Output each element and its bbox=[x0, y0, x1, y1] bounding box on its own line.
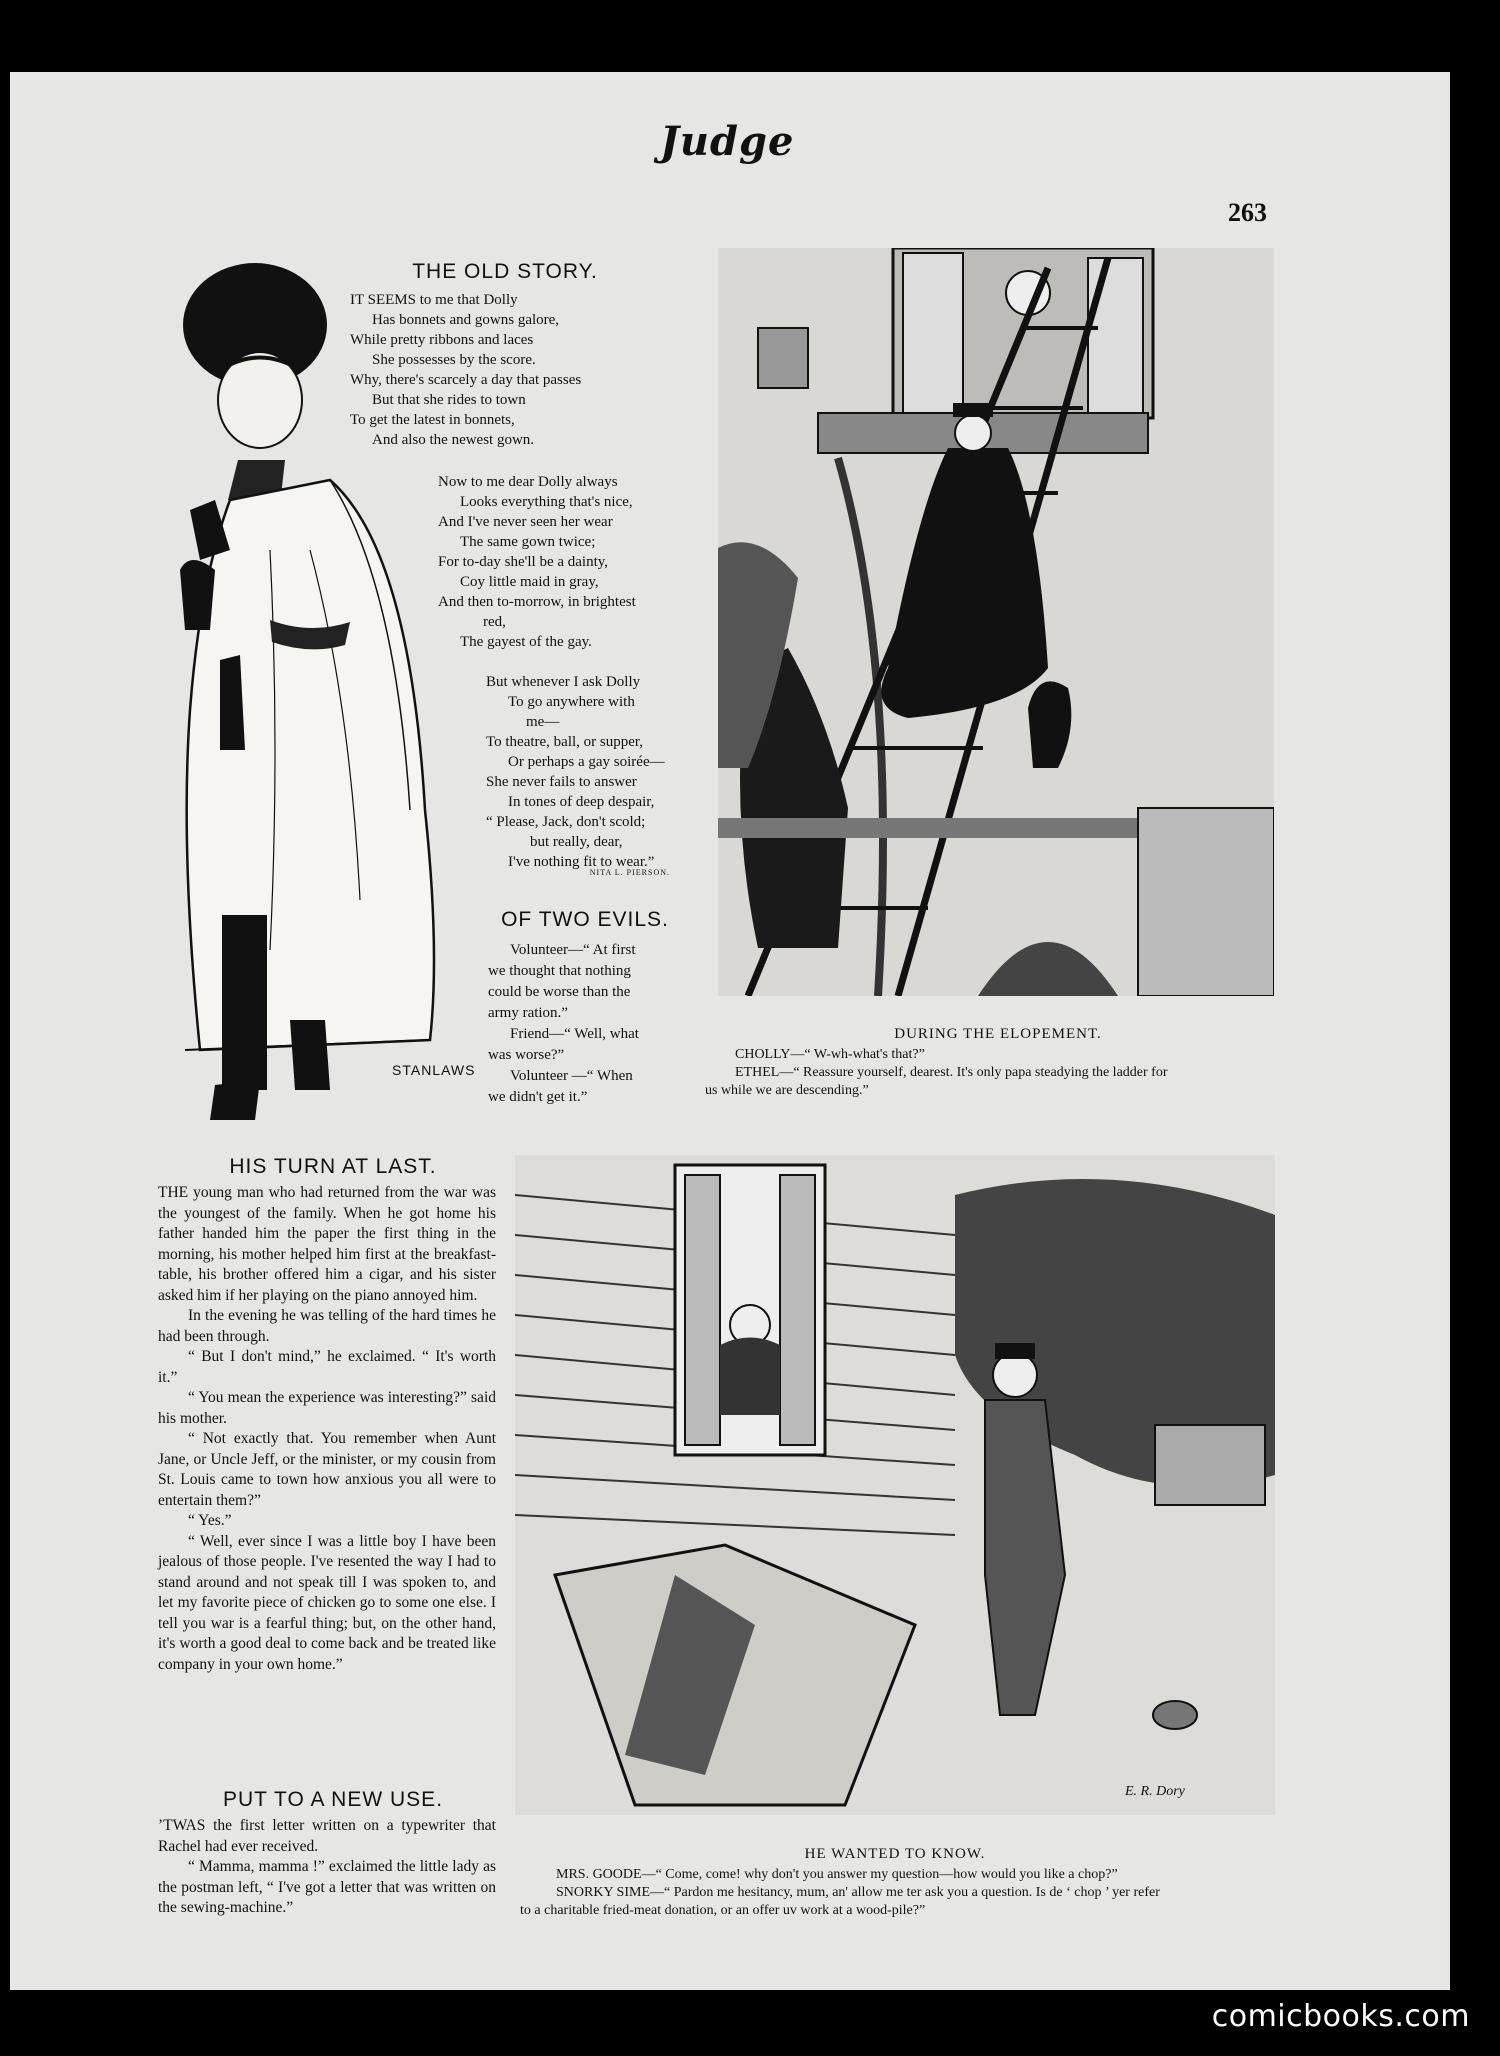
poem-author: NITA L. PIERSON. bbox=[589, 868, 670, 877]
poem-line: The gayest of the gay. bbox=[460, 634, 592, 650]
poem-line: But whenever I ask Dolly bbox=[486, 674, 641, 690]
poem-line: In tones of deep despair, bbox=[508, 794, 655, 810]
poem-line: But that she rides to town bbox=[372, 392, 526, 408]
illustration-elopement bbox=[718, 248, 1274, 996]
old-story-poem bbox=[350, 290, 680, 872]
his-turn-text bbox=[158, 1183, 496, 1675]
svg-text:E. R. Dory: E. R. Dory bbox=[1125, 1784, 1185, 1799]
story-paragraph: “ But I don't mind,” he exclaimed. “ It's worth it.” bbox=[158, 1348, 496, 1386]
illustration-he-wanted-to-know bbox=[515, 1155, 1275, 1815]
poem-line: And I've never seen her wear bbox=[438, 514, 613, 530]
dialogue-line: we didn't get it.” bbox=[488, 1089, 588, 1105]
story-paragraph: THE young man who had returned from the war was the youngest of the family. When he got home his father handed him the paper the first thing in the morning, his mother helped him first at the breakfast-table, his brother offered him a cigar, and his sister asked him if her playing on the piano annoyed him. bbox=[158, 1184, 496, 1304]
caption-line: ETHEL—“ Reassure yourself, dearest. It's only papa steadying the ladder for bbox=[735, 1065, 1168, 1080]
story-paragraph: “ You mean the experience was interesting?” said his mother. bbox=[158, 1389, 496, 1427]
story-paragraph: “ Not exactly that. You remember when Aunt Jane, or Uncle Jeff, or the minister, or my cousin from St. Louis came to town how anxious you all were to entertain them?” bbox=[158, 1430, 496, 1509]
poem-line: Why, there's scarcely a day that passes bbox=[350, 372, 582, 388]
dialogue-line: Friend—“ Well, what bbox=[510, 1026, 639, 1042]
masthead-title: Judge bbox=[660, 118, 795, 165]
poem-line: IT SEEMS to me that Dolly bbox=[350, 292, 518, 308]
wanted-to-know-caption bbox=[520, 1866, 1280, 1920]
two-evils-title: OF TWO EVILS. bbox=[501, 908, 669, 931]
dialogue-line: we thought that nothing bbox=[488, 963, 631, 979]
poem-line: Coy little maid in gray, bbox=[460, 574, 599, 590]
story-paragraph: “ Yes.” bbox=[188, 1512, 232, 1529]
dialogue-line: Volunteer —“ When bbox=[510, 1068, 633, 1084]
watermark: comicbooks.com bbox=[1211, 1999, 1470, 2034]
poem-line: Or perhaps a gay soirée— bbox=[508, 754, 665, 770]
story-paragraph: In the evening he was telling of the hard times he had been through. bbox=[158, 1307, 496, 1345]
his-turn-title: HIS TURN AT LAST. bbox=[229, 1155, 437, 1178]
caption-line: MRS. GOODE—“ Come, come! why don't you answer my question—how would you like a chop?” bbox=[556, 1867, 1118, 1882]
poem-line: red, bbox=[483, 614, 506, 630]
elopement-title: DURING THE ELOPEMENT. bbox=[894, 1026, 1102, 1042]
poem-line: While pretty ribbons and laces bbox=[350, 332, 534, 348]
dialogue-line: army ration.” bbox=[488, 1005, 568, 1021]
poem-line: For to-day she'll be a dainty, bbox=[438, 554, 609, 570]
dialogue-line: could be worse than the bbox=[488, 984, 631, 1000]
artist-signature: STANLAWS bbox=[392, 1062, 476, 1078]
poem-line: but really, dear, bbox=[530, 834, 623, 850]
story-paragraph: “ Mamma, mamma !” exclaimed the little lady as the postman left, “ I've got a letter that was written on the sewing-machine.” bbox=[158, 1858, 496, 1916]
wanted-to-know-title: HE WANTED TO KNOW. bbox=[804, 1846, 986, 1862]
poem-line: She possesses by the score. bbox=[372, 352, 536, 368]
poem-line: me— bbox=[526, 714, 560, 730]
poem-line: She never fails to answer bbox=[486, 774, 637, 790]
poem-line: “ Please, Jack, don't scold; bbox=[486, 814, 646, 830]
story-paragraph: “ Well, ever since I was a little boy I have been jealous of those people. I've resented the way I had to stand around and not speak till I was spoken to, and let my favorite piece of chicken go to some one else. I tell you war is a fearful thing; but, on the other hand, it's worth a good deal to come back and be treated like company in your own home.” bbox=[158, 1532, 496, 1673]
old-story-title: THE OLD STORY. bbox=[412, 260, 598, 283]
dialogue-line: Volunteer—“ At first bbox=[510, 942, 636, 958]
two-evils-text bbox=[488, 940, 683, 1108]
elopement-caption bbox=[705, 1046, 1295, 1100]
poem-line: And also the newest gown. bbox=[372, 432, 535, 448]
page-number: 263 bbox=[1228, 198, 1267, 227]
story-paragraph: ’TWAS the first letter written on a typewriter that Rachel had ever received. bbox=[158, 1817, 496, 1855]
caption-line: us while we are descending.” bbox=[705, 1083, 869, 1098]
poem-line: I've nothing fit to wear.” bbox=[508, 854, 655, 870]
dialogue-line: was worse?” bbox=[488, 1047, 565, 1063]
poem-line: The same gown twice; bbox=[460, 534, 596, 550]
poem-line: Now to me dear Dolly always bbox=[438, 474, 618, 490]
poem-line: Looks everything that's nice, bbox=[460, 494, 633, 510]
new-use-text bbox=[158, 1816, 496, 1919]
poem-line: Has bonnets and gowns galore, bbox=[372, 312, 560, 328]
caption-line: to a charitable fried-meat donation, or an offer uv work at a wood-pile?” bbox=[520, 1903, 926, 1918]
new-use-title: PUT TO A NEW USE. bbox=[222, 1788, 444, 1811]
poem-line: And then to-morrow, in brightest bbox=[438, 594, 636, 610]
poem-line: To get the latest in bonnets, bbox=[350, 412, 515, 428]
poem-line: To go anywhere with bbox=[508, 694, 635, 710]
caption-line: SNORKY SIME—“ Pardon me hesitancy, mum, an' allow me ter ask you a question. Is de ‘ chop ’ yer refer bbox=[556, 1885, 1160, 1900]
poem-line: To theatre, ball, or supper, bbox=[486, 734, 644, 750]
caption-line: CHOLLY—“ W-wh-what's that?” bbox=[735, 1047, 925, 1062]
